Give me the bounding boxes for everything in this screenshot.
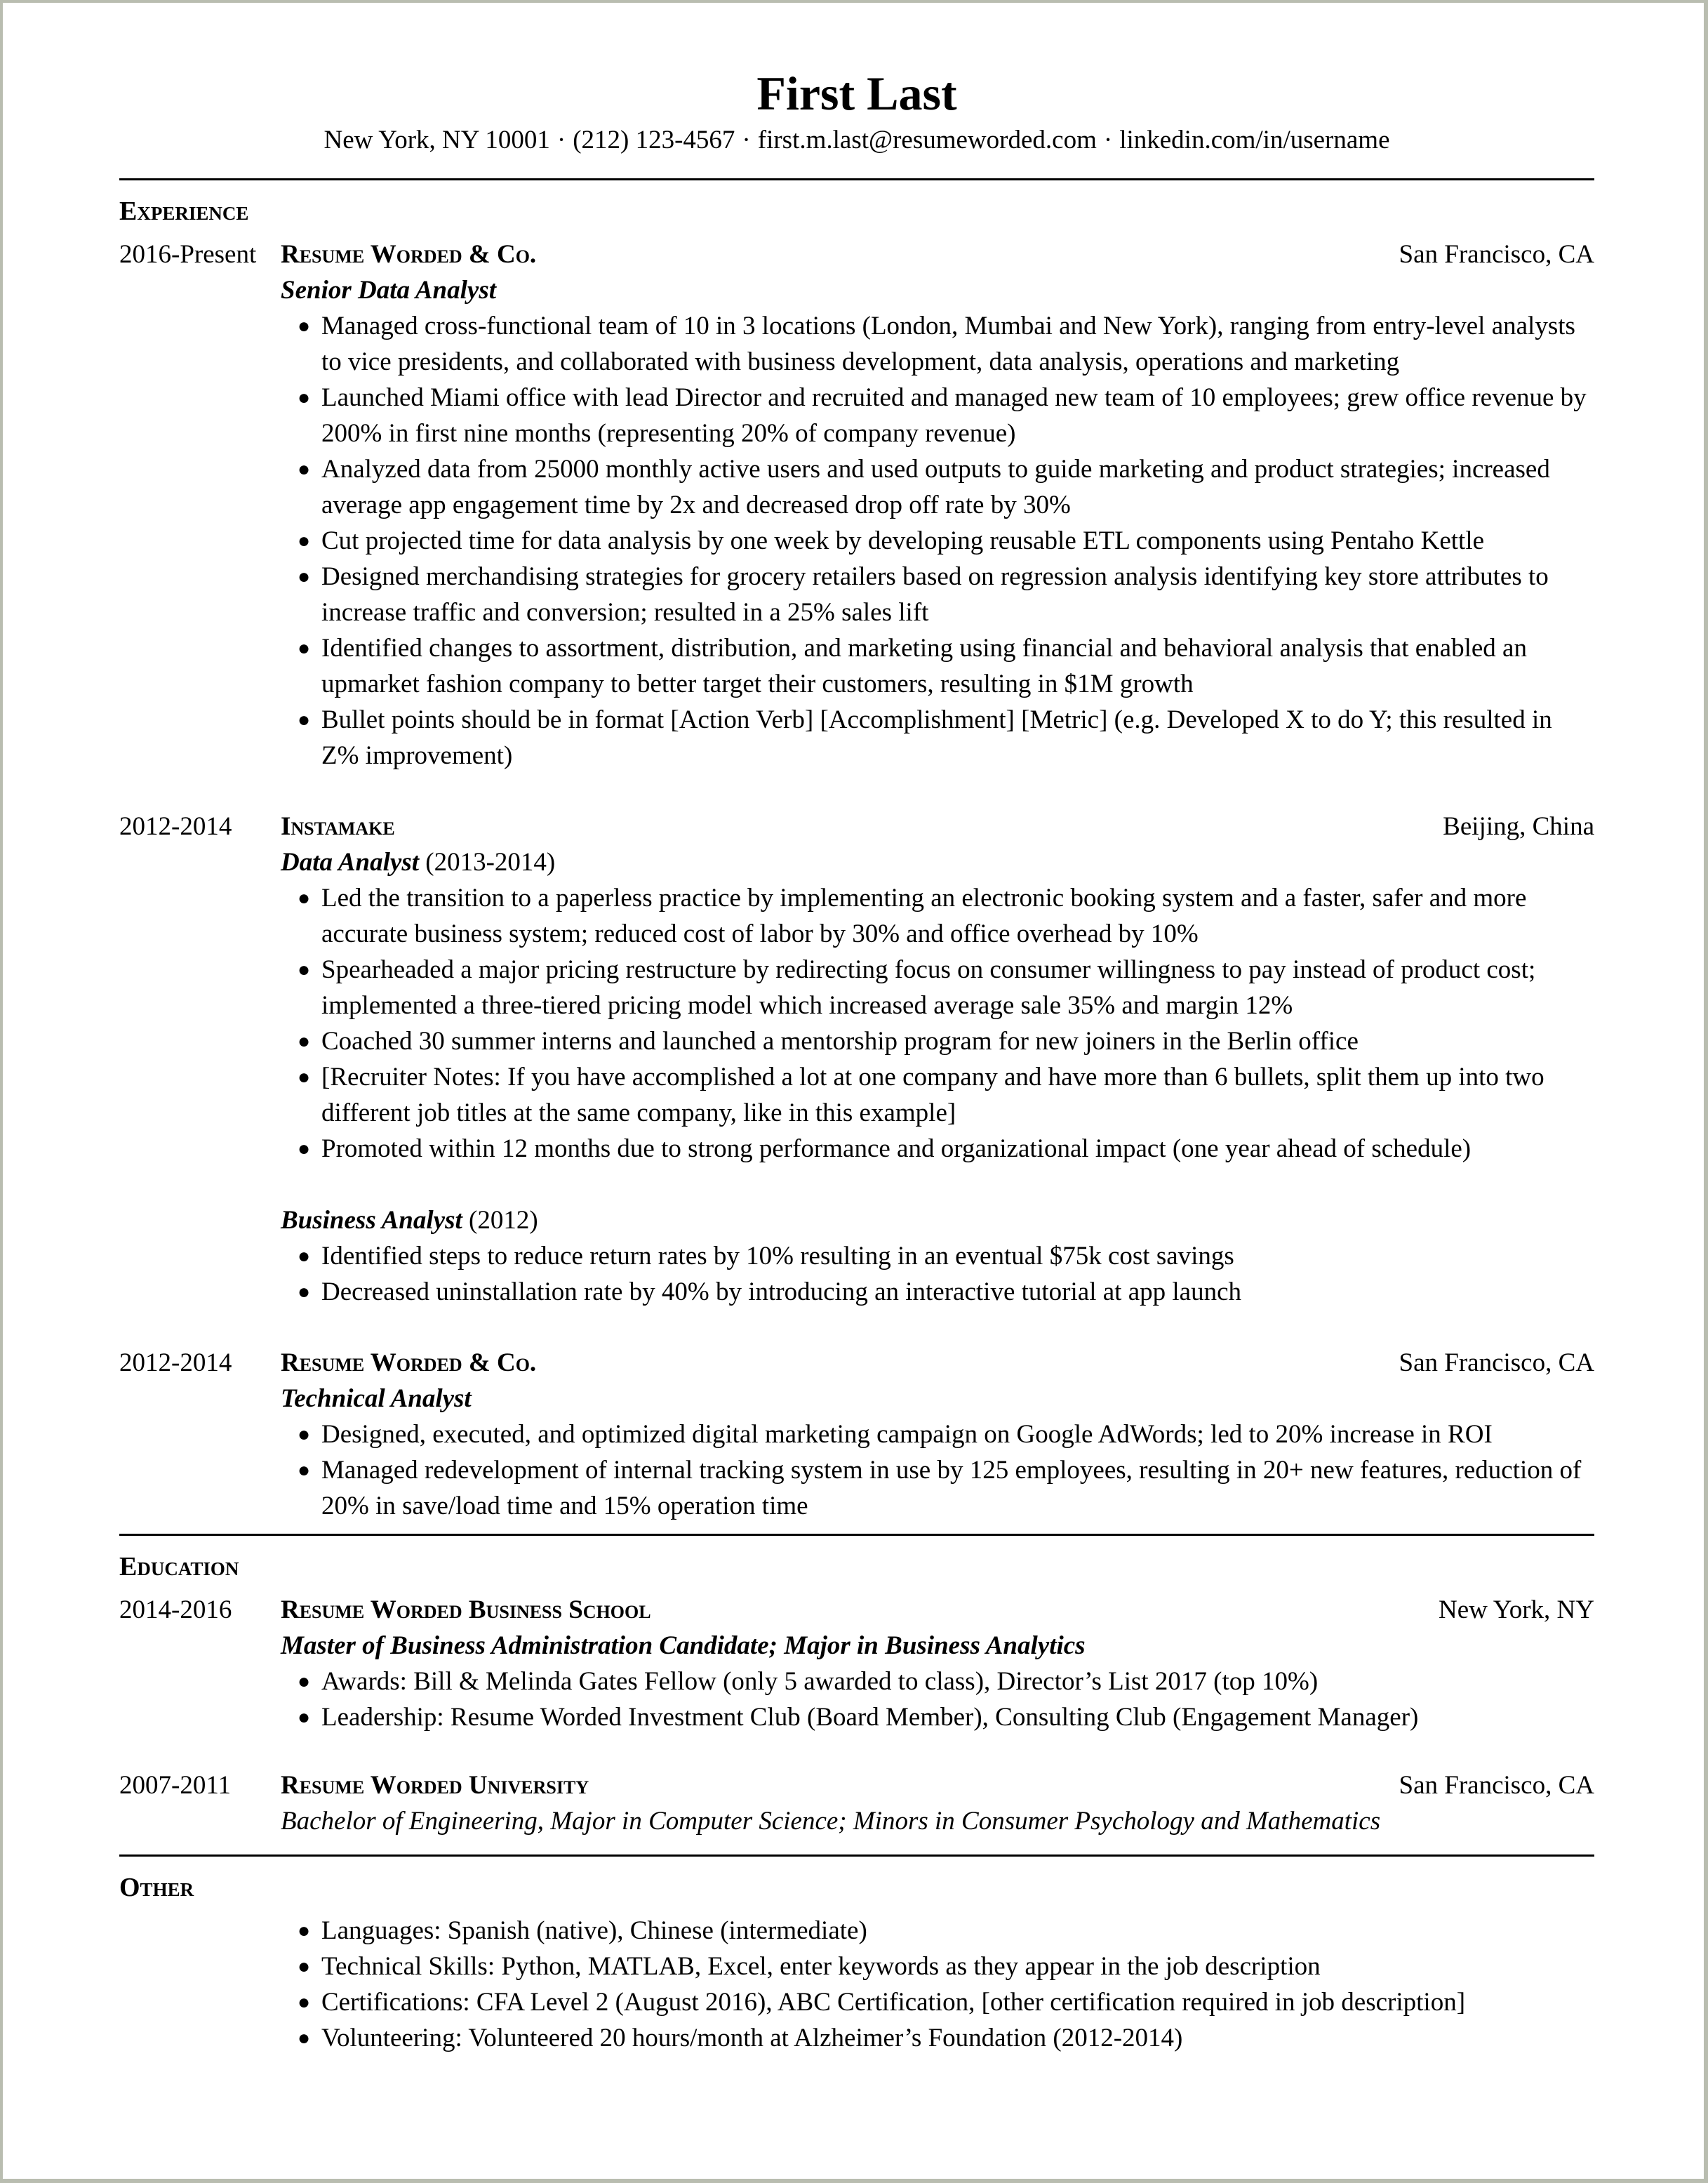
education-entry [119, 1592, 1594, 1735]
contact-email: first.m.last@resumeworded.com [757, 126, 1097, 154]
bullet-text: Technical Skills: Python, MATLAB, Excel, enter keywords as they appear in the job description [321, 1952, 1321, 1981]
entry-dates: 2016-Present [119, 240, 257, 269]
education-section [119, 1551, 1594, 1839]
entry-organization: Instamake [281, 812, 395, 841]
bullet-text: Certifications: CFA Level 2 (August 2016), ABC Certification, [other certification required in job description] [321, 1988, 1466, 2017]
bullet-dot-icon: ● [298, 1991, 311, 2014]
bullet-dot-icon: ● [298, 1066, 311, 1089]
bullet-item [298, 1274, 1594, 1310]
entry-header-row [119, 237, 1594, 272]
job-title: Business Analyst [281, 1206, 462, 1235]
resume-document [119, 65, 1594, 2056]
bullet-dot-icon: ● [298, 637, 311, 660]
experience-entry [119, 809, 1594, 1310]
section-heading-experience: Experience [119, 197, 249, 226]
bullet-dot-icon: ● [298, 1280, 311, 1303]
bullet-item [298, 2020, 1594, 2056]
bullet-text: Volunteering: Volunteered 20 hours/month at Alzheimer’s Foundation (2012-2014) [321, 2024, 1183, 2052]
bullet-dot-icon: ● [298, 2026, 311, 2050]
bullet-item [298, 1913, 1594, 1949]
bullet-text: Awards: Bill & Melinda Gates Fellow (only 5 awarded to class), Director’s List 2017 (top 10%) [321, 1667, 1319, 1696]
bullet-list [298, 308, 1594, 774]
bullet-item [298, 952, 1594, 1023]
degree-line: Bachelor of Engineering, Major in Computer Science; Minors in Consumer Psychology and Mathematics [281, 1807, 1381, 1836]
entry-institution: Resume Worded Business School [281, 1595, 651, 1624]
education-list [119, 1592, 1594, 1839]
job-period: (2012) [469, 1206, 538, 1235]
entry-location: San Francisco, CA [1399, 1771, 1594, 1800]
bullet-item [298, 523, 1594, 559]
bullet-item [298, 380, 1594, 451]
bullet-dot-icon: ● [298, 1423, 311, 1446]
bullet-item [298, 1023, 1594, 1059]
entry-location: New York, NY [1438, 1595, 1594, 1624]
bullet-dot-icon: ● [298, 1670, 311, 1693]
bullet-text: Identified steps to reduce return rates by 10% resulting in an eventual $75k cost savings [321, 1242, 1234, 1270]
contact-separator: · [1103, 126, 1113, 154]
bullet-text: Coached 30 summer interns and launched a mentorship program for new joiners in the Berlin office [321, 1027, 1359, 1056]
bullet-text: Decreased uninstallation rate by 40% by introducing an interactive tutorial at app launch [321, 1278, 1241, 1306]
bullet-dot-icon: ● [298, 1955, 311, 1978]
job-title: Senior Data Analyst [281, 276, 497, 305]
bullet-text: Cut projected time for data analysis by one week by developing reusable ETL components using Pentaho Kettle [321, 526, 1485, 555]
entry-header-row [119, 1767, 1594, 1803]
entry-header-row [119, 1592, 1594, 1628]
bullet-dot-icon: ● [298, 458, 311, 481]
bullet-text: Launched Miami office with lead Director and recruited and managed new team of 10 employees; grew office revenue by 200% in first nine months (representing 20% of company revenue) [321, 383, 1587, 448]
bullet-text: Managed redevelopment of internal tracking system in use by 125 employees, resulting in 20+ new features, reduction of 20% in save/load time and 15% operation time [321, 1456, 1582, 1520]
bullet-text: Managed cross-functional team of 10 in 3 locations (London, Mumbai and New York), ranging from entry-level analysts to vice presidents, and collaborated with business development, data analysis, operations and marketing [321, 312, 1575, 376]
entry-organization: Resume Worded & Co. [281, 240, 537, 269]
job-period: (2013-2014) [425, 848, 556, 877]
bullet-item [298, 451, 1594, 523]
bullet-text: Led the transition to a paperless practice by implementing an electronic booking system and a faster, safer and more accurate business system; reduced cost of labor by 30% and office overhead by 10% [321, 884, 1527, 948]
contact-separator: · [556, 126, 566, 154]
experience-section [119, 196, 1594, 1524]
bullet-dot-icon: ● [298, 1919, 311, 1942]
bullet-dot-icon: ● [298, 529, 311, 552]
contact-linkedin: linkedin.com/in/username [1119, 126, 1390, 154]
education-entry [119, 1767, 1594, 1839]
bullet-item [298, 1131, 1594, 1167]
bullet-item [298, 559, 1594, 630]
contact-location: New York, NY 10001 [323, 126, 550, 154]
bullet-list [298, 880, 1594, 1167]
bullet-dot-icon: ● [298, 1137, 311, 1160]
bullet-text: Designed merchandising strategies for grocery retailers based on regression analysis identifying key store attributes to increase traffic and conversion; resulted in a 25% sales lift [321, 562, 1549, 627]
bullet-dot-icon: ● [298, 958, 311, 981]
bullet-item [298, 1664, 1594, 1699]
experience-list [119, 237, 1594, 1524]
bullet-item [298, 1984, 1594, 2020]
entry-dates: 2007-2011 [119, 1771, 231, 1800]
bullet-text: Analyzed data from 25000 monthly active users and used outputs to guide marketing and product strategies; increased average app engagement time by 2x and decreased drop off rate by 30% [321, 455, 1550, 519]
experience-entry [119, 1345, 1594, 1524]
bullet-dot-icon: ● [298, 1459, 311, 1482]
bullet-dot-icon: ● [298, 1030, 311, 1053]
degree-line: Master of Business Administration Candidate; Major in Business Analytics [281, 1631, 1086, 1660]
section-divider [119, 1854, 1594, 1857]
bullet-item [298, 1949, 1594, 1984]
bullet-item [298, 630, 1594, 702]
bullet-item [298, 880, 1594, 952]
bullet-text: Promoted within 12 months due to strong performance and organizational impact (one year ahead of schedule) [321, 1134, 1472, 1163]
job-title-line [281, 1381, 1594, 1416]
section-divider [119, 1534, 1594, 1536]
entry-location: San Francisco, CA [1399, 240, 1594, 269]
entry-dates: 2012-2014 [119, 1348, 232, 1377]
bullet-dot-icon: ● [298, 1706, 311, 1729]
bullet-item [298, 1059, 1594, 1131]
bullet-text: Languages: Spanish (native), Chinese (intermediate) [321, 1916, 867, 1945]
bullet-list [298, 1238, 1594, 1310]
bullet-text: Bullet points should be in format [Action Verb] [Accomplishment] [Metric] (e.g. Developed X to do Y; this resulted in Z% improvement) [321, 705, 1552, 770]
entry-institution: Resume Worded University [281, 1771, 589, 1800]
entry-location: San Francisco, CA [1399, 1348, 1594, 1377]
job-title-line [281, 844, 1594, 880]
bullet-item [298, 1416, 1594, 1452]
entry-dates: 2014-2016 [119, 1595, 232, 1624]
bullet-text: Leadership: Resume Worded Investment Club (Board Member), Consulting Club (Engagement Manager) [321, 1703, 1419, 1732]
bullet-text: Designed, executed, and optimized digital marketing campaign on Google AdWords; led to 20% increase in ROI [321, 1420, 1493, 1449]
bullet-text: Spearheaded a major pricing restructure by redirecting focus on consumer willingness to pay instead of product cost; implemented a three-tiered pricing model which increased average sale 35% and margin 12% [321, 955, 1536, 1020]
entry-header-row [119, 1345, 1594, 1381]
entry-dates: 2012-2014 [119, 812, 232, 841]
job-title: Technical Analyst [281, 1384, 472, 1413]
contact-line [119, 125, 1594, 156]
bullet-dot-icon: ● [298, 887, 311, 910]
bullet-item [298, 702, 1594, 774]
section-heading-education: Education [119, 1552, 239, 1581]
contact-separator: · [742, 126, 751, 154]
bullet-dot-icon: ● [298, 314, 311, 338]
job-title-line [281, 272, 1594, 308]
other-bullet-list [298, 1913, 1594, 2056]
section-divider [119, 178, 1594, 180]
bullet-text: [Recruiter Notes: If you have accomplished a lot at one company and have more than 6 bullets, split them up into two different job titles at the same company, like in this example] [321, 1063, 1544, 1127]
job-title: Data Analyst [281, 848, 420, 877]
bullet-text: Identified changes to assortment, distribution, and marketing using financial and behavioral analysis that enabled an upmarket fashion company to better target their customers, resulting in $1M growth [321, 634, 1527, 698]
contact-phone: (212) 123-4567 [573, 126, 735, 154]
bullet-list [298, 1416, 1594, 1524]
entry-header-row [119, 809, 1594, 844]
candidate-name: First Last [756, 67, 957, 120]
other-section [119, 1872, 1594, 2056]
experience-entry [119, 237, 1594, 774]
entry-location: Beijing, China [1443, 812, 1594, 841]
job-title-line [281, 1202, 1594, 1238]
section-heading-other: Other [119, 1873, 194, 1902]
bullet-item [298, 1452, 1594, 1524]
bullet-dot-icon: ● [298, 565, 311, 588]
entry-organization: Resume Worded & Co. [281, 1348, 537, 1377]
bullet-item [298, 1238, 1594, 1274]
bullet-dot-icon: ● [298, 708, 311, 731]
bullet-item [298, 1699, 1594, 1735]
resume-page [3, 3, 1704, 2179]
bullet-dot-icon: ● [298, 386, 311, 409]
bullet-item [298, 308, 1594, 380]
bullet-dot-icon: ● [298, 1245, 311, 1268]
bullet-list [298, 1664, 1594, 1735]
